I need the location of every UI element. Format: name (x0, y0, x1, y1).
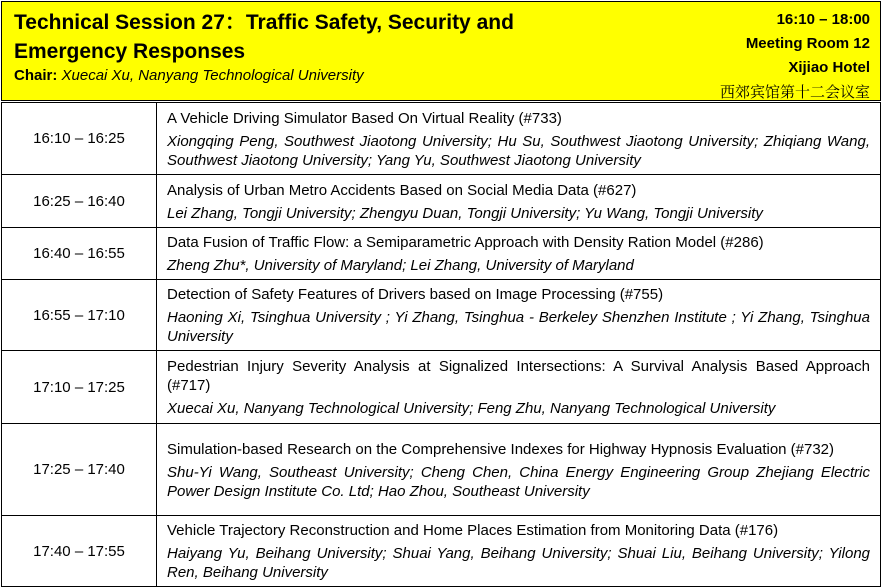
talk-content (157, 103, 881, 175)
talk-time: 17:10 – 17:25 (2, 351, 157, 424)
talk-authors: Shu-Yi Wang, Southeast University; Cheng Chen, China Energy Engineering Group Zhejiang Electric Power Design Institute Co. Ltd; Hao Zhou, Southeast University (167, 463, 870, 500)
talk-authors: Xuecai Xu, Nanyang Technological University; Feng Zhu, Nanyang Technological University (167, 400, 776, 417)
talk-row (2, 103, 881, 175)
chair-name: Xuecai Xu, Nanyang Technological University (61, 67, 364, 84)
talk-row (2, 280, 881, 351)
session-room-cn: 西郊宾馆第十二会议室 (719, 83, 870, 101)
talk-row (2, 424, 881, 516)
talk-content (157, 175, 881, 228)
chair-label: Chair: (14, 67, 58, 84)
talk-content (157, 424, 881, 516)
talk-time: 16:10 – 16:25 (2, 103, 157, 175)
session-info (720, 8, 870, 104)
session-time: 16:10 – 18:00 (776, 11, 870, 28)
session-hotel: Xijiao Hotel (788, 59, 870, 76)
talk-title: Vehicle Trajectory Reconstruction and Home Places Estimation from Monitoring Data (#176) (167, 522, 779, 539)
session-header (1, 1, 881, 101)
talk-row (2, 516, 881, 587)
talk-time: 16:55 – 17:10 (2, 280, 157, 351)
talk-authors: Xiongqing Peng, Southwest Jiaotong University; Hu Su, Southwest Jiaotong University; Zhiqiang Wang, Southwest Jiaotong University; Yang Yu, Southwest Jiaotong University (167, 132, 870, 169)
talk-authors: Haoning Xi, Tsinghua University ; Yi Zhang, Tsinghua - Berkeley Shenzhen Institute ; Yi Zhang, Tsinghua University (167, 309, 870, 345)
talk-row (2, 228, 881, 280)
talk-authors: Zheng Zhu*, University of Maryland; Lei Zhang, University of Maryland (167, 257, 634, 274)
talk-content (157, 516, 881, 587)
talk-content (157, 228, 881, 280)
talk-title: Pedestrian Injury Severity Analysis at Signalized Intersections: A Survival Analysis Based Approach (#717) (167, 358, 870, 394)
schedule-table (1, 102, 881, 587)
talk-title: Simulation-based Research on the Comprehensive Indexes for Highway Hypnosis Evaluation (#732) (167, 440, 835, 458)
session-title: Technical Session 27：Traffic Safety, Security and Emergency Responses (14, 11, 514, 63)
talk-time: 17:25 – 17:40 (2, 424, 157, 516)
talk-time: 16:40 – 16:55 (2, 228, 157, 280)
talk-time: 17:40 – 17:55 (2, 516, 157, 587)
talk-title: A Vehicle Driving Simulator Based On Virtual Reality (#733) (167, 109, 562, 127)
talk-row (2, 351, 881, 424)
talk-authors: Haiyang Yu, Beihang University; Shuai Yang, Beihang University; Shuai Liu, Beihang University; Yilong Ren, Beihang University (167, 545, 870, 581)
talk-time: 16:25 – 16:40 (2, 175, 157, 228)
session-room: Meeting Room 12 (745, 35, 870, 52)
talk-content (157, 351, 881, 424)
session-chair (14, 67, 364, 85)
talk-authors: Lei Zhang, Tongji University; Zhengyu Duan, Tongji University; Yu Wang, Tongji University (167, 204, 763, 222)
talk-title: Analysis of Urban Metro Accidents Based on Social Media Data (#627) (167, 181, 637, 199)
talk-title: Data Fusion of Traffic Flow: a Semiparametric Approach with Density Ration Model (#286) (167, 234, 764, 251)
talk-row (2, 175, 881, 228)
talk-title: Detection of Safety Features of Drivers based on Image Processing (#755) (167, 286, 664, 303)
talk-content (157, 280, 881, 351)
